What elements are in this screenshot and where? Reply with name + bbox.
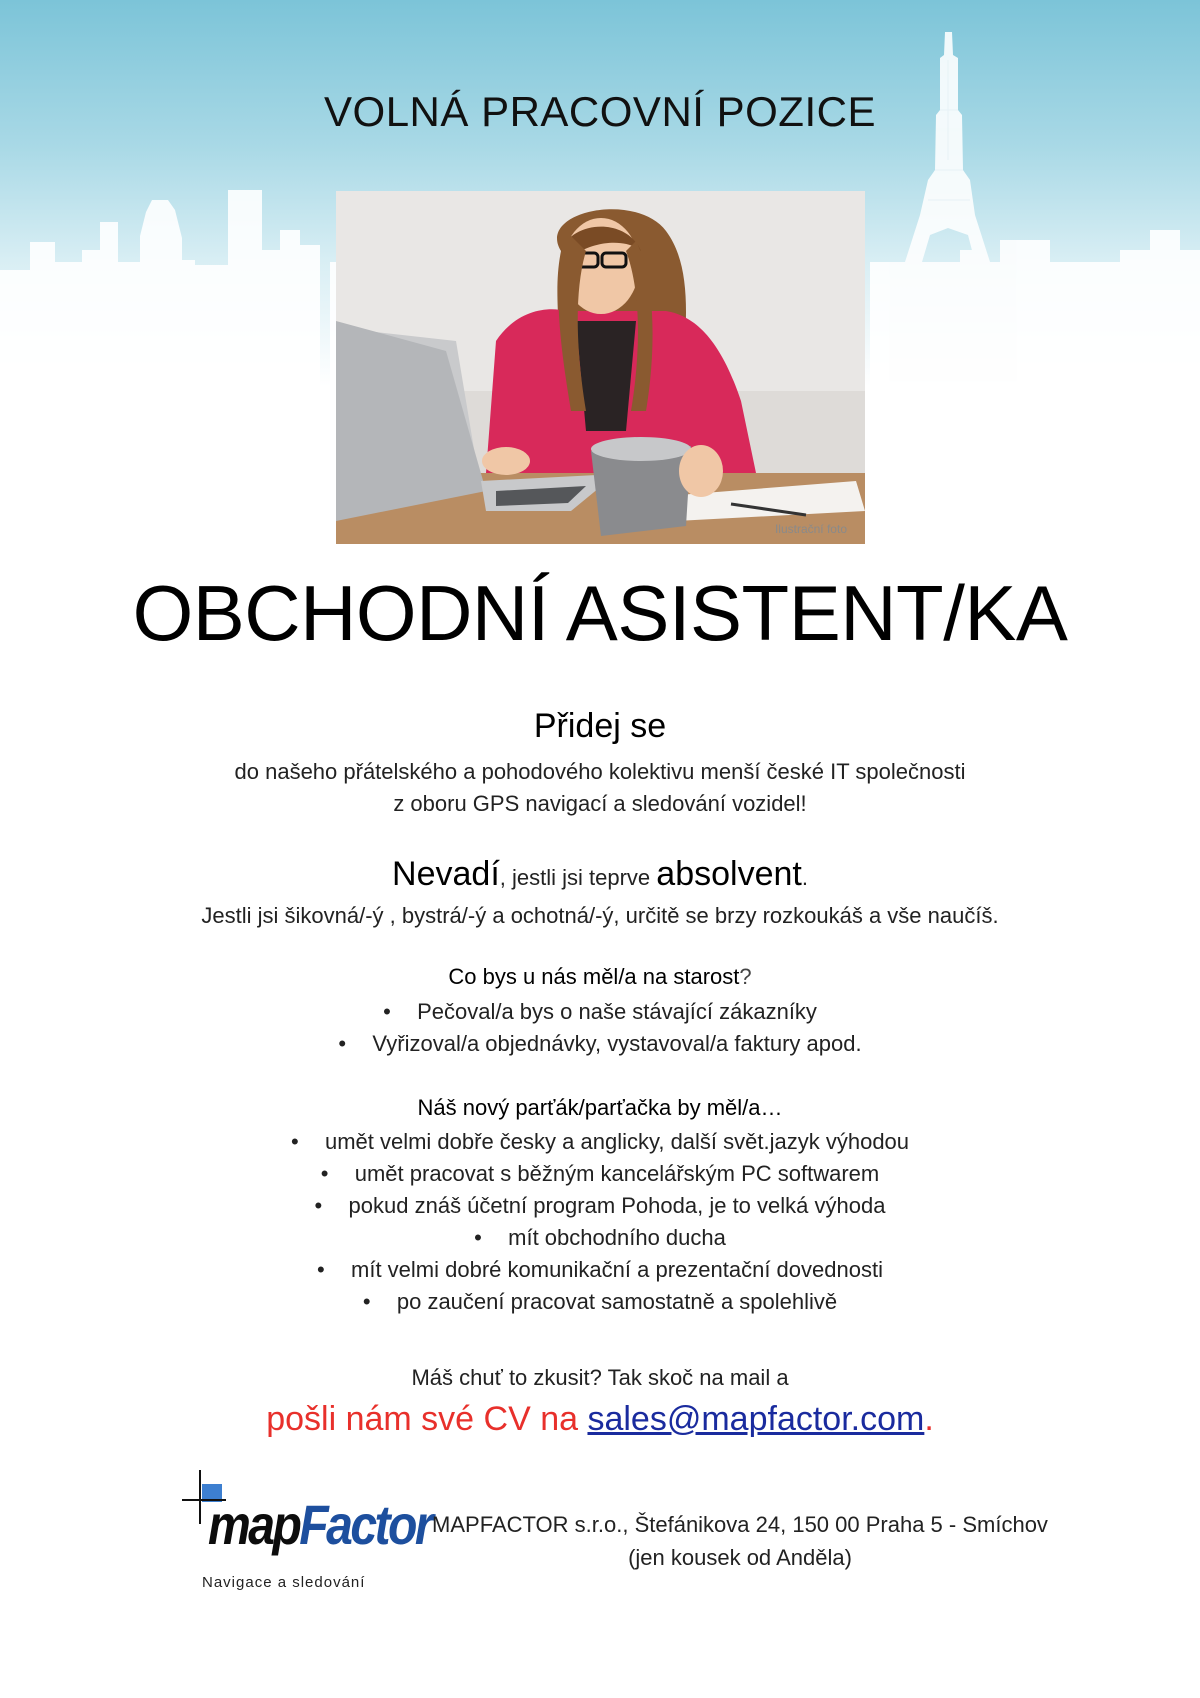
- graduate-word-absolvent: absolvent: [656, 855, 802, 893]
- task-item: [0, 1028, 1200, 1060]
- requirements-heading: Náš nový parťák/parťačka by měl/a…: [417, 1095, 783, 1120]
- task-item: [0, 996, 1200, 1028]
- logo-tagline: Navigace a sledování: [202, 1574, 366, 1591]
- requirement-item-text: mít velmi dobré komunikační a prezentační dovednosti: [351, 1257, 883, 1282]
- tasks-heading-mark: ?: [739, 964, 752, 989]
- bullet-icon: •: [314, 1193, 323, 1218]
- intro-text: [0, 756, 1200, 820]
- requirement-item: [0, 1190, 1200, 1222]
- requirement-item-text: umět pracovat s běžným kancelářským PC softwarem: [354, 1161, 880, 1186]
- bullet-icon: •: [317, 1257, 325, 1282]
- company-address: [420, 1508, 1060, 1574]
- bullet-icon: •: [383, 999, 391, 1024]
- photo-caption: Ilustrační foto: [774, 522, 847, 536]
- requirement-item: [0, 1158, 1200, 1190]
- address-line-2: (jen kousek od Anděla): [628, 1545, 852, 1570]
- page-header-title: VOLNÁ PRACOVNÍ POZICE: [324, 88, 876, 135]
- send-cv-end-mark: .: [924, 1400, 934, 1438]
- requirement-item-text: mít obchodního ducha: [508, 1225, 726, 1250]
- cta-text: Máš chuť to zkusit? Tak skoč na mail a: [411, 1365, 789, 1390]
- join-heading: Přidej se: [533, 707, 667, 745]
- tasks-heading: [0, 964, 1200, 990]
- requirement-item: [0, 1222, 1200, 1254]
- requirement-item-text: umět velmi dobře česky a anglicky, další svět.jazyk výhodou: [324, 1129, 910, 1154]
- task-item-text: Pečoval/a bys o naše stávající zákazníky: [417, 999, 817, 1024]
- logo-word-map: map: [208, 1493, 300, 1556]
- job-title: OBCHODNÍ ASISTENT/KA: [132, 569, 1068, 657]
- logo-word-factor: Factor: [299, 1493, 432, 1556]
- logo-wordmark: [208, 1492, 431, 1557]
- send-cv-text: pošli nám své CV na: [266, 1400, 588, 1438]
- intro-line-1: do našeho přátelského a pohodového kolektivu menší české IT společnosti: [234, 759, 966, 784]
- illustration-photo: [336, 191, 865, 544]
- bullet-icon: •: [290, 1129, 299, 1154]
- mapfactor-logo: [182, 1470, 432, 1600]
- requirement-item: [0, 1126, 1200, 1158]
- email-link[interactable]: sales@mapfactor.com: [587, 1400, 925, 1438]
- graduate-middle-text: , jestli jsi teprve: [499, 865, 657, 890]
- address-line-1: MAPFACTOR s.r.o., Štefánikova 24, 150 00 Praha 5 - Smíchov: [432, 1512, 1048, 1537]
- bullet-icon: •: [362, 1289, 371, 1314]
- graduate-word-nevadi: Nevadí: [392, 855, 500, 893]
- graduate-text: Jestli jsi šikovná/-ý , bystrá/-ý a ochotná/-ý, určitě se brzy rozkoukáš a vše naučíš.: [201, 903, 999, 928]
- bullet-icon: •: [320, 1161, 329, 1186]
- bullet-icon: •: [474, 1225, 482, 1250]
- tasks-heading-text: Co bys u nás měl/a na starost: [448, 964, 740, 989]
- requirement-item-text: pokud znáš účetní program Pohoda, je to velká výhoda: [348, 1193, 886, 1218]
- requirement-item-text: po zaučení pracovat samostatně a spolehlivě: [396, 1289, 838, 1314]
- send-cv-line: [0, 1400, 1200, 1439]
- bullet-icon: •: [338, 1031, 347, 1056]
- requirement-item: [0, 1254, 1200, 1286]
- requirement-item: [0, 1286, 1200, 1318]
- task-item-text: Vyřizoval/a objednávky, vystavoval/a faktury apod.: [372, 1031, 862, 1056]
- graduate-end-mark: .: [801, 865, 808, 890]
- graduate-heading: [0, 855, 1200, 894]
- intro-line-2: z oboru GPS navigací a sledování vozidel!: [393, 791, 807, 816]
